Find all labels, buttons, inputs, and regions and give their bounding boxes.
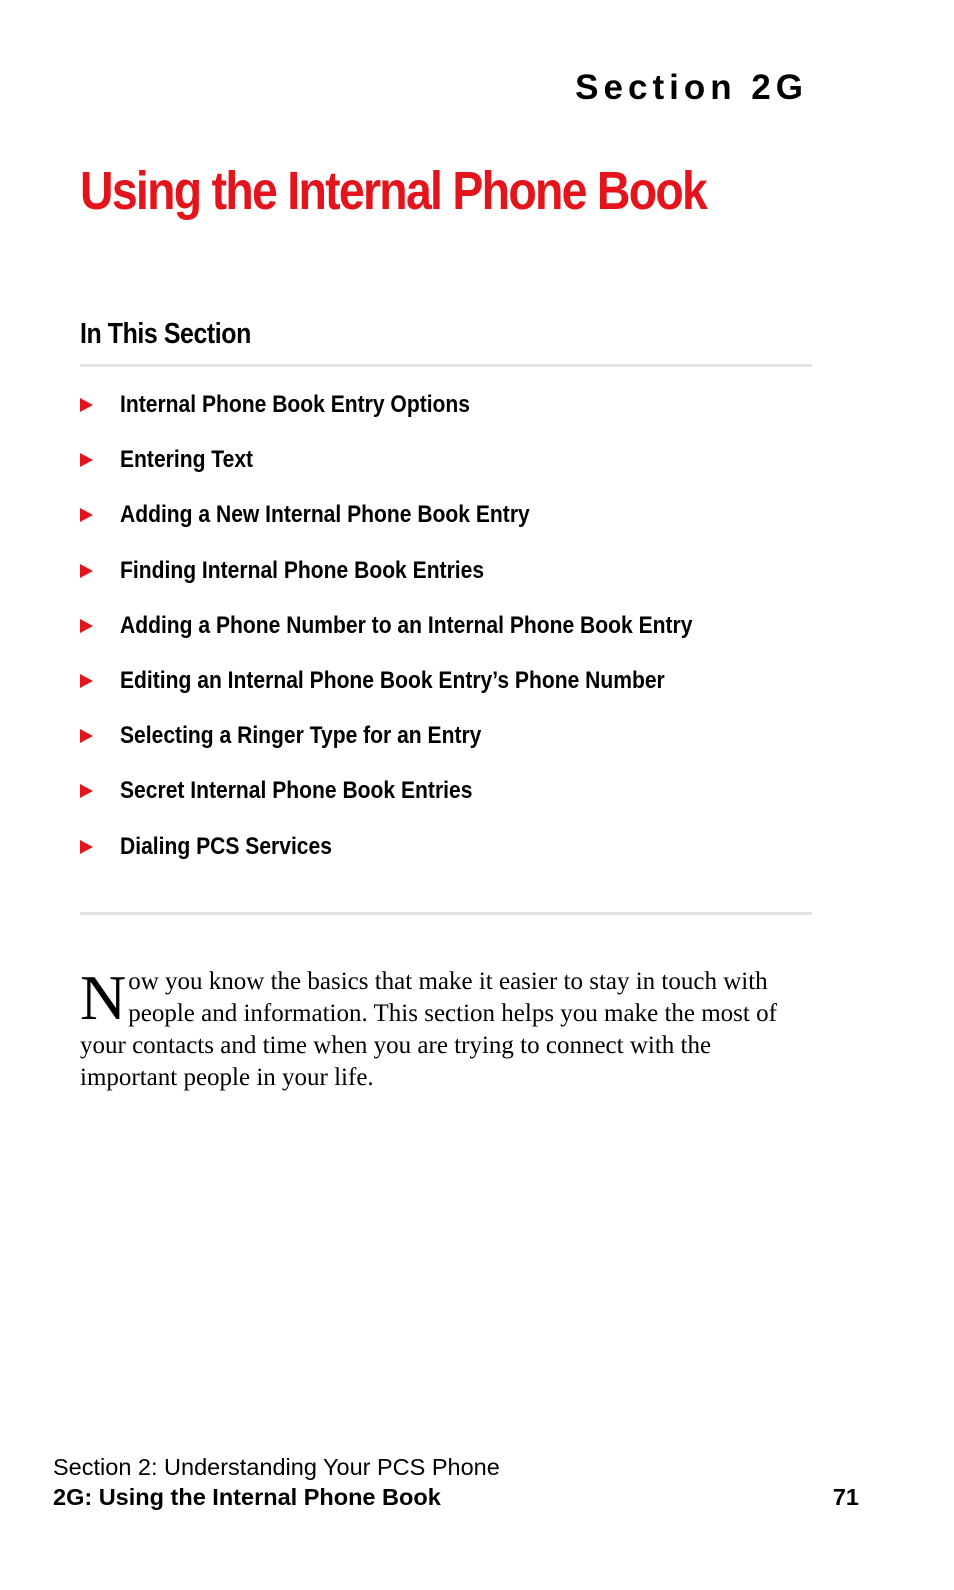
toc-item[interactable]: [80, 389, 812, 444]
drop-cap: N: [80, 962, 127, 1033]
triangle-bullet-icon: [80, 674, 93, 688]
triangle-bullet-icon: [80, 840, 93, 854]
intro-text: ow you know the basics that make it easier to stay in touch with people and information. This section helps you make the most of your contacts and time when you are trying to connect with the important people in your life.: [80, 968, 777, 1091]
triangle-bullet-icon: [80, 398, 93, 412]
footer-section-title: Section 2: Understanding Your PCS Phone: [53, 1454, 500, 1480]
triangle-bullet-icon: [80, 508, 93, 522]
toc-item[interactable]: [80, 665, 812, 720]
footer-chapter-title: 2G: Using the Internal Phone Book: [53, 1484, 441, 1510]
toc-item-label: Adding a New Internal Phone Book Entry: [120, 501, 530, 529]
toc-item[interactable]: [80, 555, 812, 610]
toc-item-label: Dialing PCS Services: [120, 832, 332, 860]
toc-item[interactable]: [80, 720, 812, 775]
toc-item-label: Selecting a Ringer Type for an Entry: [120, 722, 482, 750]
toc-item-label: Entering Text: [120, 446, 254, 474]
toc-item-label: Adding a Phone Number to an Internal Phone Book Entry: [120, 611, 693, 639]
toc-list: [80, 367, 812, 912]
bottom-divider: [80, 912, 812, 915]
toc-item-label: Internal Phone Book Entry Options: [120, 391, 471, 418]
toc-item[interactable]: [80, 499, 812, 554]
triangle-bullet-icon: [80, 784, 93, 798]
triangle-bullet-icon: [80, 729, 93, 743]
toc-item-label: Secret Internal Phone Book Entries: [120, 777, 473, 805]
toc-item[interactable]: [80, 831, 812, 886]
toc-item-label: Finding Internal Phone Book Entries: [120, 556, 485, 584]
toc-heading: In This Section: [80, 318, 251, 350]
triangle-bullet-icon: [80, 453, 93, 467]
toc-item[interactable]: [80, 610, 812, 665]
toc-item[interactable]: [80, 444, 812, 499]
intro-paragraph: [80, 962, 792, 1094]
page-number: 71: [832, 1484, 859, 1510]
triangle-bullet-icon: [80, 619, 93, 633]
page-title: Using the Internal Phone Book: [80, 161, 707, 221]
section-label: Section 2G: [575, 68, 808, 107]
triangle-bullet-icon: [80, 564, 93, 578]
in-this-section: [80, 318, 812, 915]
toc-item[interactable]: [80, 775, 812, 830]
toc-item-label: Editing an Internal Phone Book Entry’s Phone Number: [120, 666, 665, 694]
